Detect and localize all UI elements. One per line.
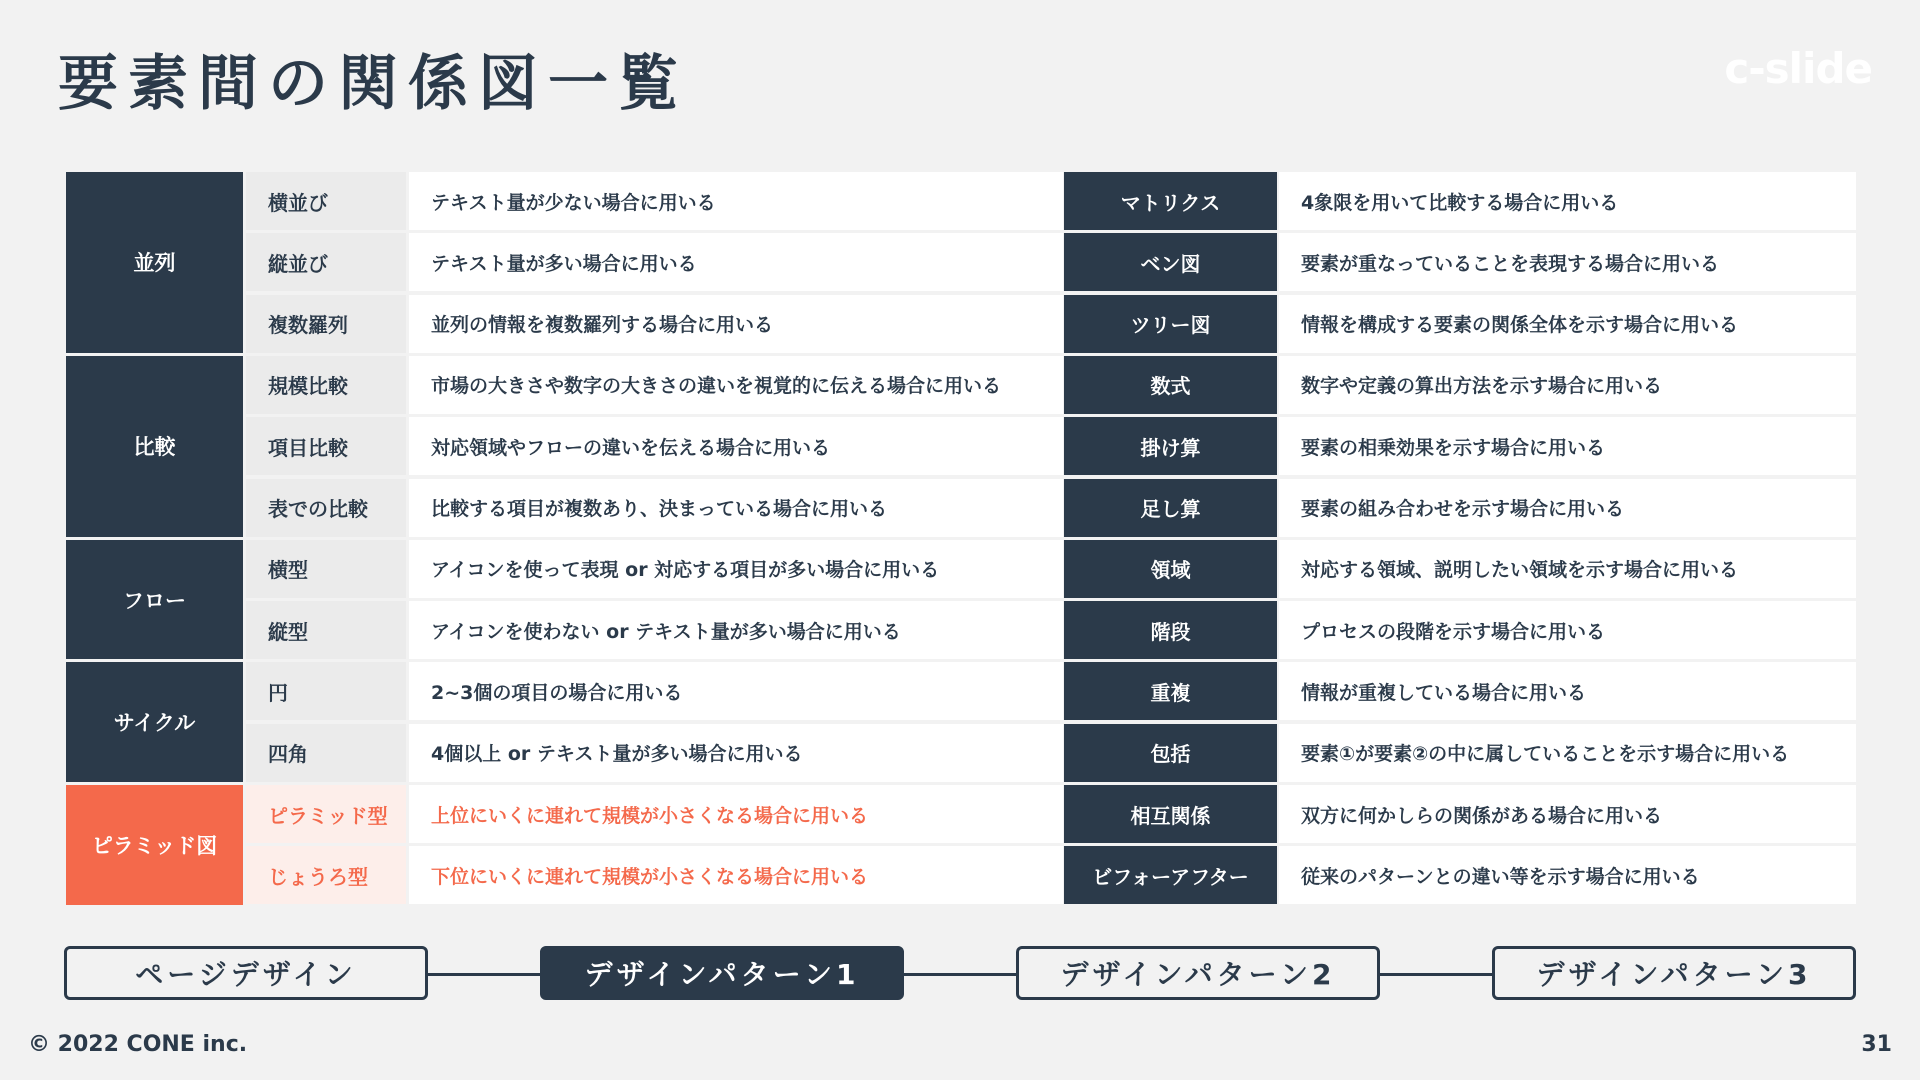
row-description: 要素が重なっていることを表現する場合に用いる [1279,233,1856,291]
row-subtype: 表での比較 [246,479,406,537]
table-row [246,601,1063,659]
row-description: 対応領域やフローの違いを伝える場合に用いる [409,417,1063,475]
table-row [246,662,1063,720]
right-relation-table [1064,172,1856,908]
row-description: 情報を構成する要素の関係全体を示す場合に用いる [1279,295,1856,353]
table-row [1064,846,1856,904]
row-description: 上位にいくに連れて規模が小さくなる場合に用いる [409,785,1063,843]
row-subtype: 規模比較 [246,356,406,414]
row-description: 要素の組み合わせを示す場合に用いる [1279,479,1856,537]
row-description: 下位にいくに連れて規模が小さくなる場合に用いる [409,846,1063,904]
table-row [246,846,1063,904]
diagram-type-name: 足し算 [1064,479,1277,537]
row-description: 従来のパターンとの違い等を示す場合に用いる [1279,846,1856,904]
diagram-type-name: 掛け算 [1064,417,1277,475]
nav-button-design-pattern-1[interactable]: デザインパターン1 [540,946,904,1000]
row-description: 2~3個の項目の場合に用いる [409,662,1063,720]
nav-button-page-design[interactable]: ページデザイン [64,946,428,1000]
page-title: 要素間の関係図一覧 [58,49,688,119]
category-cell: ピラミッド図 [66,785,243,905]
table-row [246,785,1063,843]
copyright: © 2022 CONE inc. [28,1032,248,1057]
row-subtype: 四角 [246,724,406,782]
brand-logo: c-slide [1724,44,1872,93]
table-row [1064,662,1856,720]
row-description: 対応する領域、説明したい領域を示す場合に用いる [1279,540,1856,598]
row-description: 市場の大きさや数字の大きさの違いを視覚的に伝える場合に用いる [409,356,1063,414]
row-description: 4個以上 or テキスト量が多い場合に用いる [409,724,1063,782]
diagram-type-name: 重複 [1064,662,1277,720]
diagram-type-name: 相互関係 [1064,785,1277,843]
page-number: 31 [1861,1032,1892,1057]
table-row [246,172,1063,230]
table-row [1064,540,1856,598]
category-cell: サイクル [66,662,243,782]
nav-button-design-pattern-2[interactable]: デザインパターン2 [1016,946,1380,1000]
diagram-type-name: 数式 [1064,356,1277,414]
row-subtype: 円 [246,662,406,720]
category-cell: フロー [66,540,243,660]
diagram-type-name: 階段 [1064,601,1277,659]
row-subtype: 横型 [246,540,406,598]
diagram-type-name: マトリクス [1064,172,1277,230]
row-description: 要素の相乗効果を示す場合に用いる [1279,417,1856,475]
table-row [1064,417,1856,475]
row-description: プロセスの段階を示す場合に用いる [1279,601,1856,659]
diagram-type-name: ツリー図 [1064,295,1277,353]
table-row [1064,172,1856,230]
diagram-type-name: 包括 [1064,724,1277,782]
row-subtype: 縦並び [246,233,406,291]
row-description: 情報が重複している場合に用いる [1279,662,1856,720]
table-row [1064,233,1856,291]
table-row [246,417,1063,475]
row-subtype: 複数羅列 [246,295,406,353]
row-description: アイコンを使わない or テキスト量が多い場合に用いる [409,601,1063,659]
left-relation-table [66,172,1063,908]
table-row [246,356,1063,414]
table-row [1064,356,1856,414]
row-subtype: 縦型 [246,601,406,659]
row-description: 要素①が要素②の中に属していることを示す場合に用いる [1279,724,1856,782]
diagram-type-name: ベン図 [1064,233,1277,291]
table-row [246,479,1063,537]
diagram-type-name: 領域 [1064,540,1277,598]
row-description: テキスト量が少ない場合に用いる [409,172,1063,230]
row-subtype: 項目比較 [246,417,406,475]
row-description: 双方に何かしらの関係がある場合に用いる [1279,785,1856,843]
table-row [1064,724,1856,782]
table-row [246,233,1063,291]
table-row [246,540,1063,598]
row-subtype: 横並び [246,172,406,230]
row-subtype: じょうろ型 [246,846,406,904]
row-description: 数字や定義の算出方法を示す場合に用いる [1279,356,1856,414]
table-row [1064,785,1856,843]
row-subtype: ピラミッド型 [246,785,406,843]
diagram-type-name: ビフォーアフター [1064,846,1277,904]
table-row [246,295,1063,353]
row-description: 4象限を用いて比較する場合に用いる [1279,172,1856,230]
table-row [1064,295,1856,353]
table-row [1064,479,1856,537]
category-cell: 並列 [66,172,243,353]
row-description: テキスト量が多い場合に用いる [409,233,1063,291]
table-row [1064,601,1856,659]
row-description: 比較する項目が複数あり、決まっている場合に用いる [409,479,1063,537]
row-description: アイコンを使って表現 or 対応する項目が多い場合に用いる [409,540,1063,598]
table-row [246,724,1063,782]
nav-button-design-pattern-3[interactable]: デザインパターン3 [1492,946,1856,1000]
row-description: 並列の情報を複数羅列する場合に用いる [409,295,1063,353]
category-cell: 比較 [66,356,243,537]
